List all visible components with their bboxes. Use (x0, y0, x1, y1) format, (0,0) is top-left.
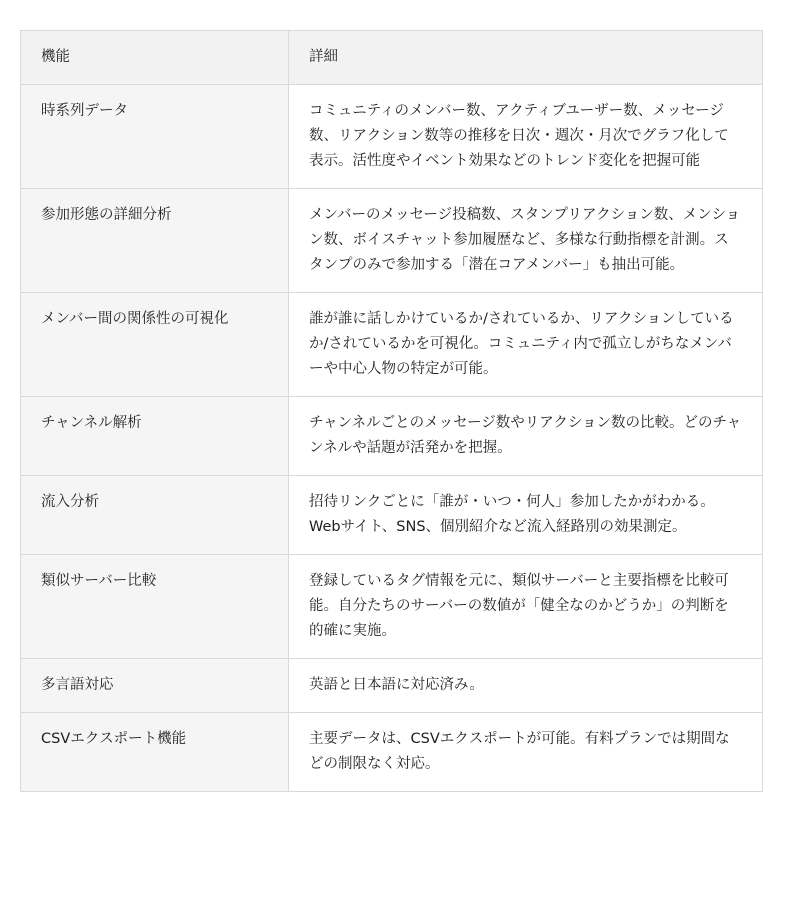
table-row (21, 713, 763, 792)
table-row (21, 85, 763, 189)
header-feature: 機能 (21, 31, 289, 85)
detail-cell: メンバーのメッセージ投稿数、スタンプリアクション数、メンション数、ボイスチャット参加履歴など、多様な行動指標を計測。スタンプのみで参加する「潜在コアメンバー」も抽出可能。 (289, 189, 763, 293)
feature-cell: CSVエクスポート機能 (21, 713, 289, 792)
detail-cell: 登録しているタグ情報を元に、類似サーバーと主要指標を比較可能。自分たちのサーバーの数値が「健全なのかどうか」の判断を的確に実施。 (289, 555, 763, 659)
detail-cell: 招待リンクごとに「誰が・いつ・何人」参加したかがわかる。Webサイト、SNS、個別紹介など流入経路別の効果測定。 (289, 476, 763, 555)
table-row (21, 659, 763, 713)
detail-cell: 誰が誰に話しかけているか/されているか、リアクションしているか/されているかを可視化。コミュニティ内で孤立しがちなメンバーや中心人物の特定が可能。 (289, 293, 763, 397)
detail-cell: コミュニティのメンバー数、アクティブユーザー数、メッセージ数、リアクション数等の推移を日次・週次・月次でグラフ化して表示。活性度やイベント効果などのトレンド変化を把握可能 (289, 85, 763, 189)
table-header-row (21, 31, 763, 85)
feature-table-container (20, 30, 762, 792)
header-detail: 詳細 (289, 31, 763, 85)
table-row (21, 476, 763, 555)
feature-cell: 多言語対応 (21, 659, 289, 713)
table-row (21, 293, 763, 397)
table-row (21, 397, 763, 476)
table-row (21, 555, 763, 659)
table-row (21, 189, 763, 293)
feature-cell: 類似サーバー比較 (21, 555, 289, 659)
feature-table (20, 30, 763, 792)
feature-cell: 参加形態の詳細分析 (21, 189, 289, 293)
feature-cell: メンバー間の関係性の可視化 (21, 293, 289, 397)
detail-cell: チャンネルごとのメッセージ数やリアクション数の比較。どのチャンネルや話題が活発かを把握。 (289, 397, 763, 476)
feature-cell: 流入分析 (21, 476, 289, 555)
detail-cell: 主要データは、CSVエクスポートが可能。有料プランでは期間などの制限なく対応。 (289, 713, 763, 792)
detail-cell: 英語と日本語に対応済み。 (289, 659, 763, 713)
feature-cell: 時系列データ (21, 85, 289, 189)
feature-cell: チャンネル解析 (21, 397, 289, 476)
